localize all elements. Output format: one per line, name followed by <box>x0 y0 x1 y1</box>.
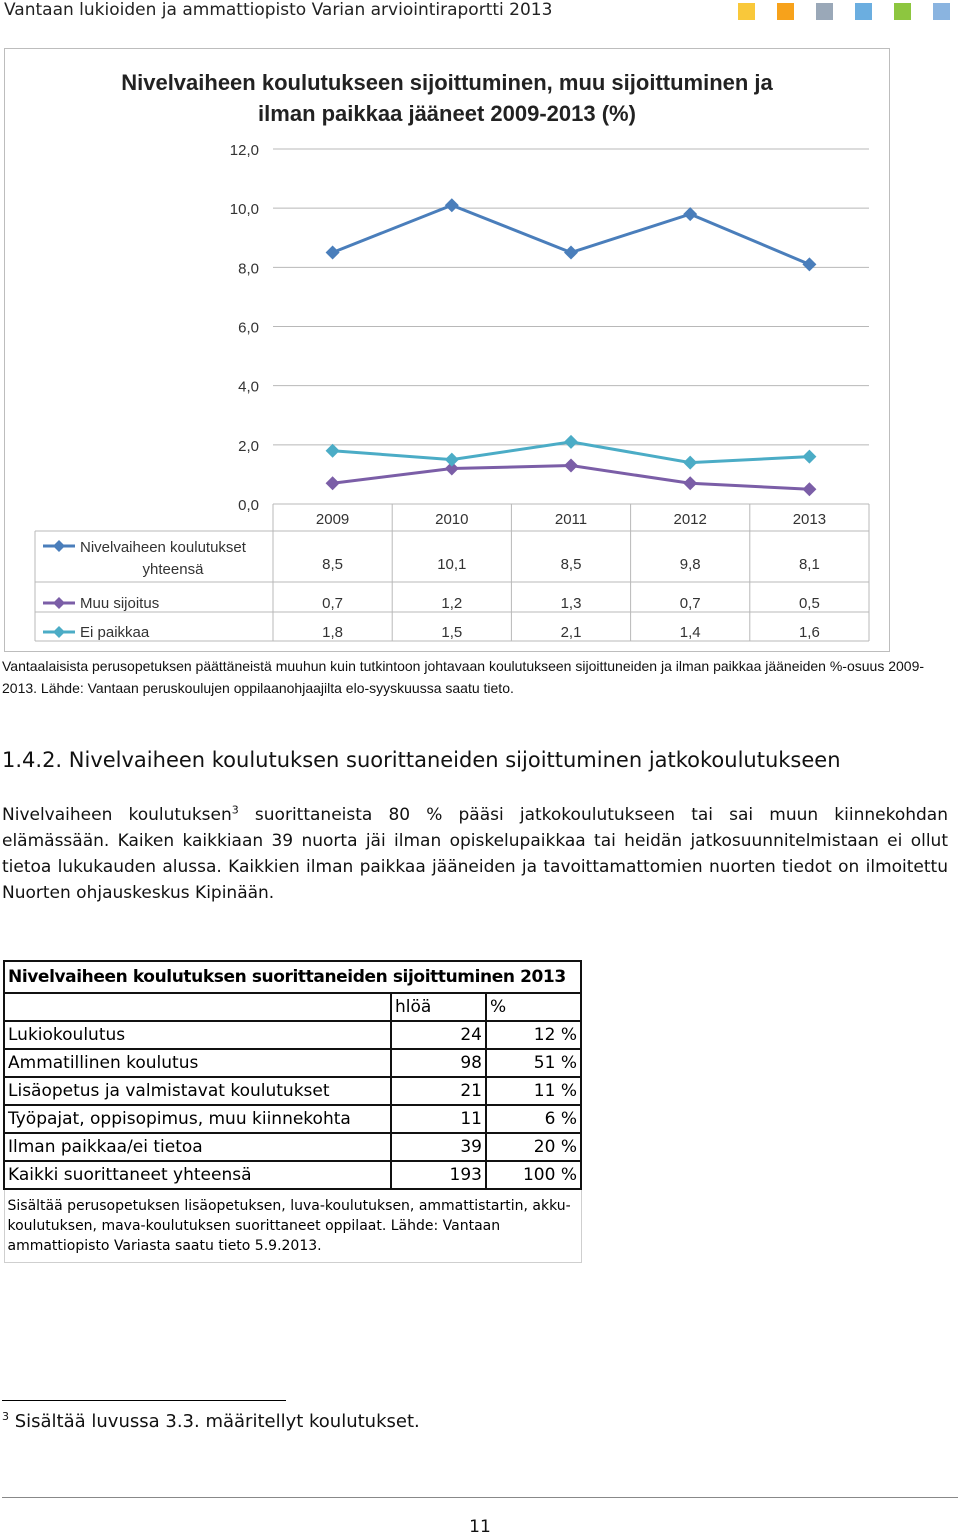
legend-key-marker <box>53 597 65 609</box>
series-marker <box>326 476 340 490</box>
table-row <box>4 1021 581 1049</box>
data-value-label: 2,1 <box>560 624 582 641</box>
page-number: 11 <box>469 1517 491 1537</box>
row-label: Työpajat, oppisopimus, muu kiinnekohta <box>4 1105 391 1133</box>
footnote-text: Sisältää luvussa 3.3. määritellyt koulutukset. <box>9 1411 420 1432</box>
data-value-label: 1,6 <box>798 624 820 641</box>
color-square-blue <box>855 3 872 20</box>
table-title: Nivelvaiheen koulutuksen suorittaneiden sijoittuminen 2013 <box>4 961 581 993</box>
table-row <box>4 1049 581 1077</box>
series-marker <box>683 207 697 221</box>
table-note: Sisältää perusopetuksen lisäopetuksen, luva-koulutuksen, ammattistartin, akku-koulutuksen, mava-koulutuksen suorittaneet oppilaat. Lähde: Vantaan ammattiopisto Variasta saatu tieto 5.9.2013. <box>4 1189 581 1263</box>
color-square-grey <box>816 3 833 20</box>
chart-canvas <box>5 49 889 651</box>
data-value-label: 9,8 <box>679 556 701 573</box>
x-tick-label: 2011 <box>554 511 588 528</box>
row-count: 24 <box>391 1021 486 1049</box>
series-marker <box>445 198 459 212</box>
y-tick-label: 12,0 <box>229 142 259 159</box>
chart-title-line1: Nivelvaiheen koulutukseen sijoittuminen, muu sijoittuminen ja <box>121 70 773 95</box>
data-value-label: 0,5 <box>798 595 820 612</box>
series-marker <box>683 456 697 470</box>
para-part1: Nivelvaiheen koulutuksen <box>2 805 232 825</box>
row-pct: 51 % <box>486 1049 581 1077</box>
data-value-label: 1,2 <box>441 595 463 612</box>
legend-label: yhteensä <box>142 561 204 578</box>
row-count: 39 <box>391 1133 486 1161</box>
color-square-lightblue <box>933 3 950 20</box>
data-value-label: 0,7 <box>679 595 701 612</box>
footnote-rule <box>2 1400 286 1401</box>
table-row <box>4 1077 581 1105</box>
x-tick-label: 2012 <box>673 511 707 528</box>
series-marker <box>802 450 816 464</box>
legend-key-marker <box>53 540 65 552</box>
data-value-label: 1,4 <box>679 624 701 641</box>
color-square-orange <box>777 3 794 20</box>
series-marker <box>326 444 340 458</box>
row-count: 21 <box>391 1077 486 1105</box>
series-marker <box>802 257 816 271</box>
row-pct: 100 % <box>486 1161 581 1189</box>
color-squares <box>716 3 950 24</box>
series-marker <box>802 482 816 496</box>
x-tick-label: 2010 <box>435 511 469 528</box>
data-value-label: 10,1 <box>437 556 467 573</box>
placement-table <box>3 960 582 1263</box>
section-heading: 1.4.2. Nivelvaiheen koulutuksen suorittaneiden sijoittuminen jatkokoulutukseen <box>2 748 841 772</box>
row-count: 11 <box>391 1105 486 1133</box>
page-header <box>2 0 958 24</box>
series-marker <box>564 459 578 473</box>
x-tick-label: 2013 <box>792 511 827 528</box>
y-tick-label: 10,0 <box>229 201 259 219</box>
row-label: Ammatillinen koulutus <box>4 1049 391 1077</box>
para-part2: suorittaneista 80 % pääsi jatkokoulutukseen tai sai muun kiinnekohdan elämässään. Kaiken kaikkiaan 39 nuorta jäi ilman opiskelupaikkaa tai heidän jatkosuunnitelmistaan ei ollut tietoa lukukauden alussa. Kaikkien ilman paikkaa jääneiden ja tavoittamattomien nuorten tiedot on ilmoitettu Nuorten ohjauskeskus Kipinään. <box>2 805 948 903</box>
table-header-count: hlöä <box>391 993 486 1021</box>
color-square-green <box>894 3 911 20</box>
series-marker <box>683 476 697 490</box>
legend-label: Ei paikkaa <box>80 624 150 641</box>
report-title: Vantaan lukioiden ja ammattiopisto Varian arviointiraportti 2013 <box>4 0 553 20</box>
body-paragraph <box>2 802 948 906</box>
chart-caption: Vantaalaisista perusopetuksen päättäneistä muuhun kuin tutkintoon johtavaan koulutukseen sijoittuneiden ja ilman paikkaa jääneiden %-osuus 2009-2013. Lähde: Vantaan peruskoulujen oppilaanohjaajilta elo-syyskuussa saatu tieto. <box>2 658 925 696</box>
footnote <box>2 1410 420 1432</box>
footer-rule <box>2 1497 958 1498</box>
data-value-label: 0,7 <box>322 595 344 612</box>
table-header-empty <box>4 993 391 1021</box>
row-count: 193 <box>391 1161 486 1189</box>
row-pct: 6 % <box>486 1105 581 1133</box>
table-header-pct: % <box>486 993 581 1021</box>
y-tick-label: 0,0 <box>238 497 259 514</box>
series-marker <box>564 435 578 449</box>
y-tick-label: 8,0 <box>238 260 259 278</box>
data-value-label: 1,3 <box>560 595 582 612</box>
series-marker <box>564 246 578 260</box>
row-pct: 11 % <box>486 1077 581 1105</box>
data-value-label: 1,5 <box>441 624 463 641</box>
table-row <box>4 1133 581 1161</box>
legend-label: Nivelvaiheen koulutukset <box>80 539 246 556</box>
series-marker <box>326 246 340 260</box>
series-marker <box>445 453 459 467</box>
data-value-label: 8,5 <box>560 556 582 573</box>
row-count: 98 <box>391 1049 486 1077</box>
row-label: Kaikki suorittaneet yhteensä <box>4 1161 391 1189</box>
legend-key-marker <box>53 626 65 638</box>
footnote-number: 3 <box>2 1410 9 1423</box>
footnote-ref[interactable]: 3 <box>231 803 239 817</box>
line-chart <box>4 48 890 652</box>
x-tick-label: 2009 <box>315 511 350 528</box>
legend-label: Muu sijoitus <box>80 595 160 612</box>
row-label: Ilman paikkaa/ei tietoa <box>4 1133 391 1161</box>
y-tick-label: 6,0 <box>238 319 259 337</box>
data-value-label: 8,1 <box>798 556 820 573</box>
data-value-label: 1,8 <box>322 624 344 641</box>
row-pct: 20 % <box>486 1133 581 1161</box>
color-square-yellow <box>738 3 755 20</box>
y-tick-label: 2,0 <box>238 437 259 455</box>
row-pct: 12 % <box>486 1021 581 1049</box>
row-label: Lisäopetus ja valmistavat koulutukset <box>4 1077 391 1105</box>
row-label: Lukiokoulutus <box>4 1021 391 1049</box>
data-value-label: 8,5 <box>322 556 344 573</box>
chart-title-line2: ilman paikkaa jääneet 2009-2013 (%) <box>258 101 636 126</box>
table-row <box>4 1105 581 1133</box>
y-tick-label: 4,0 <box>238 378 259 396</box>
table-row <box>4 1161 581 1189</box>
